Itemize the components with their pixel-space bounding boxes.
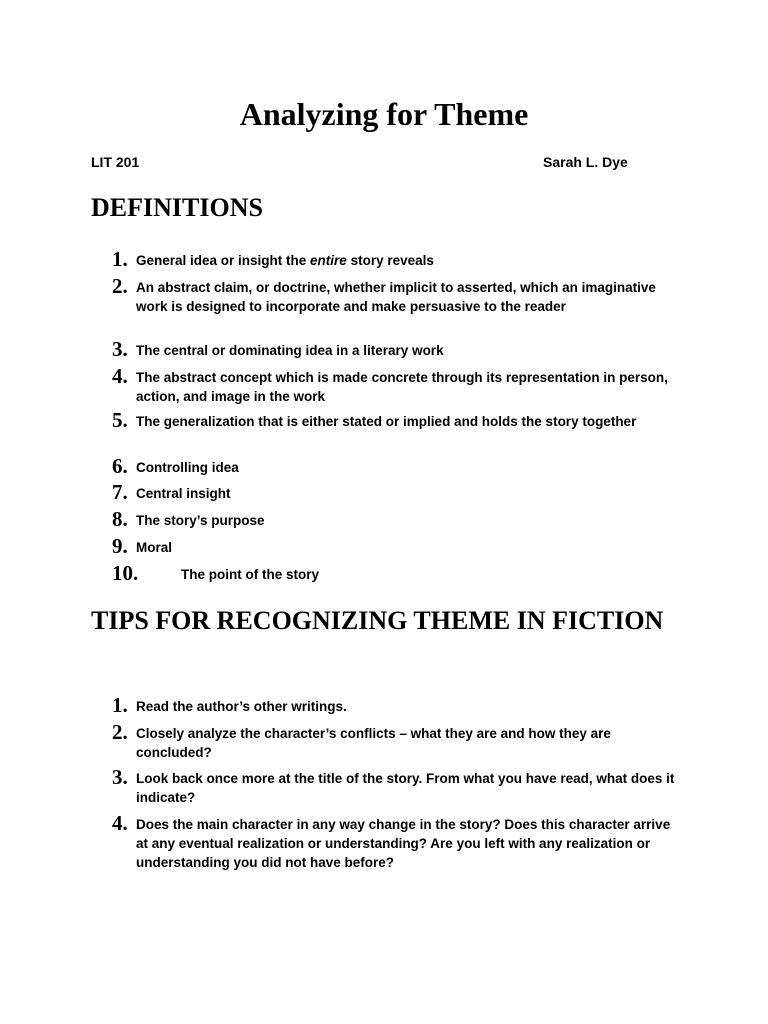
list-number: 7.	[112, 480, 128, 504]
list-number: 1.	[112, 247, 128, 271]
list-text: The generalization that is either stated or implied and holds the story together	[136, 414, 637, 429]
list-text: The central or dominating idea in a literary work	[136, 343, 444, 358]
list-text: The point of the story	[181, 567, 319, 582]
list-number: 4.	[112, 364, 128, 388]
list-text: The abstract concept which is made concrete through its representation in person, action, and image in the work	[136, 370, 668, 404]
list-text: Does the main character in any way change in the story? Does this character arrive at any eventual realization or understanding? Are you left with any realization or understanding you did not have before?	[136, 817, 671, 870]
tips-heading: TIPS FOR RECOGNIZING THEME IN FICTION	[91, 606, 664, 635]
list-number: 3.	[112, 765, 128, 789]
list-number: 10.	[112, 561, 139, 585]
list-text: Look back once more at the title of the story. From what you have read, what does it indicate?	[136, 771, 675, 805]
list-text: An abstract claim, or doctrine, whether implicit to asserted, which an imaginative work is designed to incorporate and make persuasive to the reader	[136, 280, 656, 314]
list-number: 4.	[112, 811, 128, 835]
list-number: 1.	[112, 693, 128, 717]
list-text: Closely analyze the character’s conflicts – what they are and how they are concluded?	[136, 726, 611, 760]
list-number: 5.	[112, 408, 128, 432]
list-text: General idea or insight the entire story reveals	[136, 253, 434, 268]
document-title: Analyzing for Theme	[239, 96, 529, 132]
list-number: 6.	[112, 454, 128, 478]
list-text: The story’s purpose	[136, 513, 265, 528]
author-name: Sarah L. Dye	[543, 154, 628, 170]
list-number: 3.	[112, 337, 128, 361]
list-text: Controlling idea	[136, 460, 239, 475]
list-number: 9.	[112, 534, 128, 558]
list-text: Read the author’s other writings.	[136, 699, 347, 714]
definitions-heading: DEFINITIONS	[91, 193, 263, 222]
emphasis-text: entire	[310, 253, 347, 268]
list-number: 2.	[112, 720, 128, 744]
list-number: 2.	[112, 274, 128, 298]
list-text: Central insight	[136, 486, 231, 501]
list-number: 8.	[112, 507, 128, 531]
list-text: Moral	[136, 540, 173, 555]
course-code: LIT 201	[91, 154, 140, 170]
